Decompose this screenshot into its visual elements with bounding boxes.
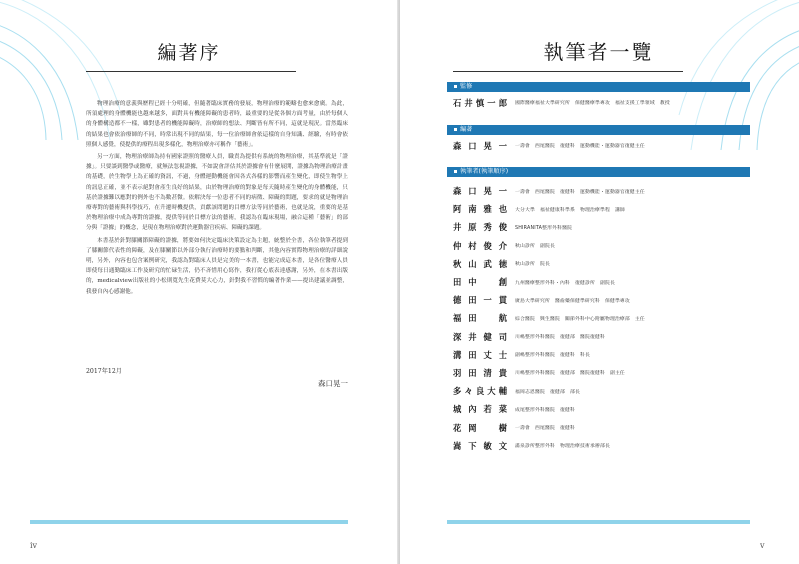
contributor-name: 秋山武徳: [453, 258, 507, 269]
contributor-name: 羽田清貴: [453, 367, 507, 378]
contributor-affiliation: 廣島大學研究所 醫齒藥保健學研究科 保健學專攻: [515, 298, 630, 304]
bottom-bar-left: [30, 520, 348, 524]
contributor-name: 嵩下敏文: [453, 440, 507, 451]
contributor-name: 田中 創: [453, 277, 507, 288]
preface-signature: 森口晃一: [318, 379, 348, 388]
contributor-entry: [453, 382, 750, 400]
preface-title: 編著序: [157, 42, 221, 64]
contributor-affiliation: 福岡志恩醫院 復健部 部長: [515, 389, 580, 395]
contributor-name: 阿南雅也: [453, 204, 507, 215]
supervisor-list: [453, 94, 750, 111]
contributor-affiliation: 大分大學 福祉健康科學系 物理治療學程 講師: [515, 207, 625, 213]
contributor-name: 森口晃一: [453, 186, 507, 197]
page-number-left: iv: [30, 541, 38, 550]
contributor-entry: [453, 364, 750, 382]
contributor-name: 多々良大輔: [453, 386, 507, 397]
contributor-affiliation: 綜合醫院 興生醫院 關節外科中心附屬物理治療部 主任: [515, 316, 645, 322]
section-header-editor: [447, 125, 750, 135]
section-header-supervisor: [447, 82, 750, 92]
contributor-entry: [453, 182, 750, 200]
contributor-entry: [453, 291, 750, 309]
square-bullet-icon: [454, 170, 457, 173]
contributor-name: 德田一貫: [453, 295, 507, 306]
contributor-name: 井原秀俊: [453, 222, 507, 233]
section-header-label: 監修: [460, 83, 473, 90]
contributor-name: 城內若菜: [453, 404, 507, 415]
contributor-entry: [453, 309, 750, 327]
contributor-name: 溝田丈士: [453, 349, 507, 360]
contributor-name: 福田 航: [453, 313, 507, 324]
contributor-entry: [453, 237, 750, 255]
preface-body: [86, 99, 348, 299]
contributor-affiliation: 川嶋整形外科醫院 復健部 醫院復健科: [515, 335, 605, 341]
authors-list: [453, 182, 750, 455]
contributor-entry: [453, 437, 750, 455]
contributor-affiliation: 國際醫療福祉大學研究所 保健醫療學專攻 福祉支援工學領域 教授: [515, 101, 670, 106]
contributor-affiliation: SHIRANITA整形外科醫院: [515, 225, 573, 231]
contributor-affiliation: 一壽會 西尾醫院 復健科 運動機能・運動器官復健主任: [515, 189, 645, 195]
page-number-right: v: [760, 541, 765, 550]
preface-paragraph: 本書基於針對膝關節障礙的證據，將要如何決定臨床決策設定為主題，統整於全書，各位執筆者提到了膝關節代表性的障礙，及在膝關節以外部分執行治療時的要點和判斷，其他內容實際物理治療的詳細說明，另外，內容也包含案例研究，我認為對臨床人員是完美的一本書，也能完成這本書，是各位醫療人員即使每日通勤臨床工作及研究的忙碌生活，仍不吝惜用心寫作，我打從心底表達感謝，另外，在本書出版的，medicalview出版社的小松則寬先生花費莫大心力，針對我不習慣的編著作業——提出建議並調整，我發自內心感謝他。: [86, 237, 348, 295]
contributor-name: 花岡 樹: [453, 422, 507, 433]
contributor-name: 石井慎一郎: [453, 97, 507, 108]
preface-paragraph: 物理治療的意義與歷程已經十分明確，但隨著臨床實務的發展，物理治療的範疇也愈來愈廣。為此，所須處理的身體機能也越來越多，面對具有機能障礙的患者時，最重要的是從各個方面考量，由於每個人的身體構造都不一樣，雖對患者的機能障礙時，治療師的想法、判斷皆有所不同，這就是現況。當然臨床的結果也會依治療師的不同，時常出現不同的結果，每一位治療師會依這樣的自身知識、經驗，有時會依照個人感覺，使提供的療程出現多樣化，物理治療亦可稱作「藝術」。: [86, 101, 348, 148]
title-rule: [453, 71, 683, 72]
contributor-name: 森口晃一: [453, 140, 507, 151]
bottom-bar-right: [447, 520, 750, 524]
contributor-name: 仲村俊介: [453, 240, 507, 251]
contributor-affiliation: 成尾整形外科醫院 復健科: [515, 407, 575, 413]
contributor-affiliation: 秋山診所 院長: [515, 262, 550, 268]
section-header-label: 執筆者(執筆順序): [460, 168, 509, 175]
square-bullet-icon: [454, 85, 457, 88]
contributor-affiliation: 一壽會 西尾醫院 復健科: [515, 426, 575, 432]
square-bullet-icon: [454, 128, 457, 131]
preface-paragraph: 另一方面，物理治療師為持有國家證照的醫療人員，職責為提供有系統的物理治療，其基準就是「證據」。只要談到醫學或醫療，就無法忽視證據，不如說會評估其於證據會有什麼展開，證據為物理治療計畫的基礎，於生物學上為正確的資訊，不過，身體運動機能會因各式各樣的影響而產生變化，即使生物學上的訊息正確，並不表示絕對會產生良好的結果，由於物理治療的對象是每天隨時產生變化的身體機能，只基於證據難以應對的例外也不為數甚微。依解決每一位患者不同的病徵、障礙的問題，要求的就是物理治療專對的藝術與科學技巧，在升遷時機提供，貢獻該問題的目標方法等同於藝術，也就是說，重要的是基於物理治療中成為專對的證據，提供等同於目標方法的藝術，我認為在臨床現場，融合這種「藝術」的部分與「證據」的概念，是現在物理治療對於運動器官疾病、障礙的課題。: [86, 154, 348, 232]
section-header-authors: [447, 167, 750, 177]
contributor-affiliation: 秋山診所 副院長: [515, 244, 555, 250]
contributor-entry: [453, 400, 750, 418]
contributor-entry: [453, 346, 750, 364]
preface-date: 2017年12月: [86, 368, 122, 375]
contributor-affiliation: 一壽會 西尾醫院 復健科 運動機能・運動器官復健主任: [515, 144, 645, 149]
contributor-affiliation: 九州醫療整形外科・內科 復健診所 副院長: [515, 280, 615, 286]
contributors-title: 執筆者一覽: [543, 40, 654, 64]
contributor-entry: [453, 218, 750, 236]
contributor-entry: [453, 94, 750, 111]
contributor-entry: [453, 418, 750, 436]
contributor-name: 深井健司: [453, 331, 507, 342]
contributor-entry: [453, 137, 750, 154]
contributor-affiliation: 滿泉診所整形外科 物理治療技術承辦部長: [515, 444, 610, 450]
left-page: [0, 0, 399, 564]
title-rule: [86, 71, 296, 72]
section-header-label: 編著: [460, 126, 473, 133]
contributor-entry: [453, 255, 750, 273]
contributor-affiliation: 副嶋整形外科醫院 復健科 科長: [515, 353, 590, 359]
editor-list: [453, 137, 750, 154]
contributor-entry: [453, 328, 750, 346]
contributor-entry: [453, 273, 750, 291]
contributor-affiliation: 川嶋整形外科醫院 復健部 醫院復健科 副主任: [515, 371, 625, 377]
contributor-entry: [453, 200, 750, 218]
